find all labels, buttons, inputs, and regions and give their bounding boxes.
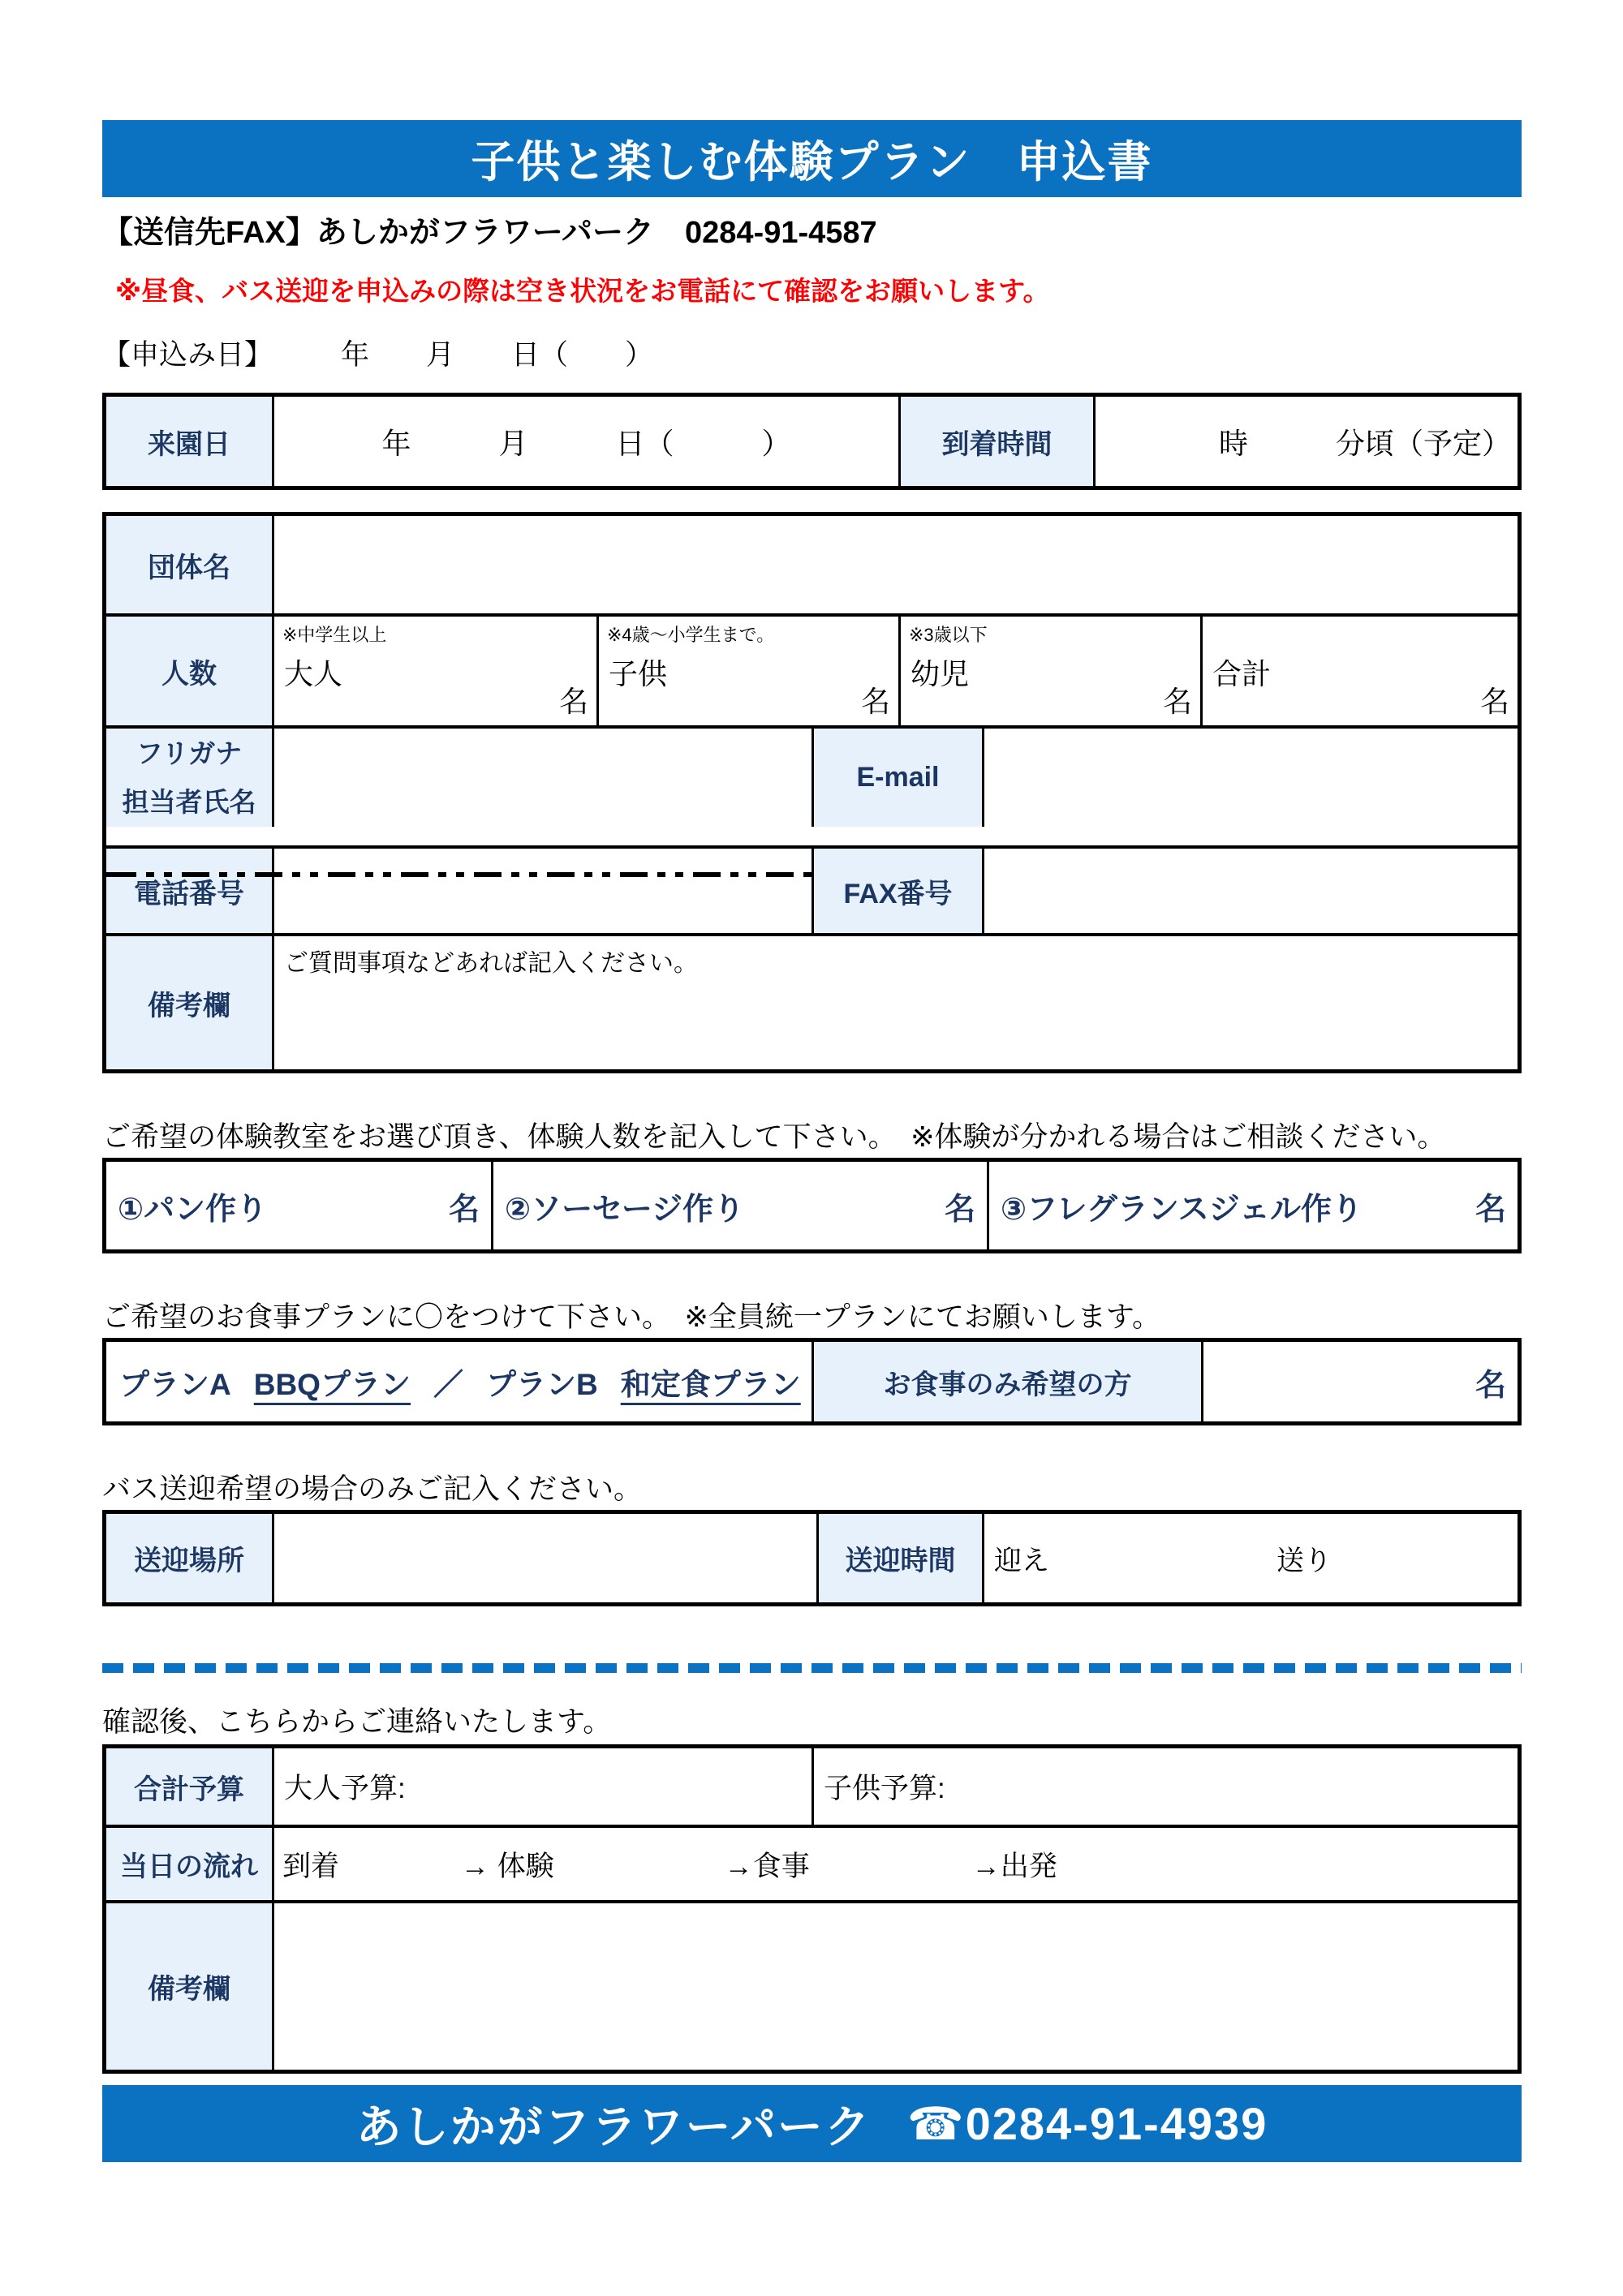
fax-input-cell[interactable]	[982, 849, 1518, 933]
contact-name-input-cell[interactable]	[272, 729, 812, 827]
plan-separator: ／	[433, 1368, 463, 1401]
experience-option-bread[interactable]	[106, 1162, 491, 1249]
plan-a-name[interactable]: BBQプラン	[253, 1368, 411, 1401]
flow-step-arrival: 到着	[282, 1850, 340, 1882]
child-budget-cell[interactable]: 子供予算:	[812, 1748, 1518, 1825]
flow-row	[106, 1825, 1518, 1900]
count-cell-adult[interactable]	[272, 617, 596, 725]
bus-row	[106, 1514, 1518, 1602]
adult-unit: 名	[558, 685, 588, 718]
footer-park-name: あしかがフラワーパーク	[355, 2100, 872, 2152]
total-unit: 名	[1479, 685, 1509, 718]
experience-instruction: ご希望の体験教室をお選び頂き、体験人数を記入して下さい。 ※体験が分かれる場合はご相談ください。	[102, 1121, 1446, 1153]
meal-instruction: ご希望のお食事プランに〇をつけて下さい。 ※全員統一プランにてお願いします。	[102, 1301, 1161, 1333]
meal-only-label-cell: お食事のみ希望の方	[812, 1342, 1201, 1421]
bus-table	[102, 1510, 1522, 1606]
visit-table	[102, 393, 1522, 490]
flow-steps-cell	[272, 1828, 1518, 1900]
experience-row	[106, 1162, 1518, 1249]
bread-unit: 名	[448, 1192, 480, 1227]
remarks-label-cell: 備考欄	[106, 936, 272, 1069]
infant-note: ※3歳以下	[909, 625, 988, 645]
visit-date-label-cell: 来園日	[106, 397, 272, 486]
experience-option-sausage[interactable]	[491, 1162, 987, 1249]
furigana-divider-line	[106, 872, 814, 877]
furigana-label: フリガナ	[136, 737, 243, 768]
fax-label-cell: FAX番号	[812, 849, 982, 933]
bottom-remarks-input-cell[interactable]	[272, 1903, 1518, 2070]
meal-count-input-cell[interactable]	[1201, 1342, 1518, 1421]
visit-date-input-cell[interactable]: 年 月 日（ ）	[272, 397, 898, 486]
footer-bar	[102, 2085, 1522, 2162]
bottom-remarks-row	[106, 1900, 1518, 2070]
bread-label: ①パン作り	[118, 1192, 268, 1227]
group-name-input-cell[interactable]	[272, 516, 1518, 613]
footer-phone: ☎0284-91-4939	[906, 2097, 1268, 2149]
arrival-time-input-cell[interactable]: 時 分頃（予定）	[1093, 397, 1518, 486]
apply-date-input[interactable]: 年 月 日（ ）	[341, 339, 654, 371]
email-label-cell: E-mail	[812, 729, 982, 827]
group-name-row	[106, 516, 1518, 613]
count-cell-child[interactable]	[596, 617, 898, 725]
remarks-input-cell[interactable]	[272, 936, 1518, 1069]
count-cell-total[interactable]	[1200, 617, 1518, 725]
fragrance-gel-unit: 名	[1474, 1192, 1506, 1227]
apply-date-label: 【申込み日】	[102, 339, 273, 371]
infant-label: 幼児	[911, 657, 970, 690]
remarks-row	[106, 933, 1518, 1069]
count-label-cell: 人数	[106, 617, 272, 725]
arrival-time-label-cell: 到着時間	[898, 397, 1093, 486]
flow-step-departure: →出発	[971, 1850, 1057, 1882]
contact-name-row	[106, 725, 1518, 845]
child-unit: 名	[860, 685, 890, 718]
experience-table	[102, 1158, 1522, 1253]
manager-name-label: 担当者氏名	[122, 786, 256, 817]
caution-note: ※昼食、バス送迎を申込みの際は空き状況をお電話にて確認をお願いします。	[115, 276, 1050, 306]
header-bar	[102, 120, 1522, 197]
plan-b-prefix: プランB	[485, 1368, 598, 1401]
dropoff-label: 送り	[1276, 1546, 1332, 1576]
remarks-hint: ご質問事項などあれば記入ください。	[284, 950, 698, 977]
plan-b-name[interactable]: 和定食プラン	[620, 1368, 801, 1401]
pickup-time-input-cell[interactable]	[982, 1514, 1518, 1602]
count-row	[106, 613, 1518, 725]
meal-row	[106, 1342, 1518, 1421]
visit-row	[106, 397, 1518, 486]
pickup-label: 迎え	[994, 1546, 1049, 1576]
contact-name-label-cell	[106, 729, 272, 827]
bottom-remarks-label-cell: 備考欄	[106, 1903, 272, 2070]
phone-label-cell: 電話番号	[106, 849, 272, 933]
adult-budget-cell[interactable]: 大人予算:	[272, 1748, 812, 1825]
adult-note: ※中学生以上	[282, 625, 387, 645]
child-label: 子供	[609, 657, 668, 690]
flow-step-experience: → 体験	[461, 1850, 554, 1882]
budget-row	[106, 1748, 1518, 1825]
infant-unit: 名	[1162, 685, 1192, 718]
adult-label: 大人	[284, 657, 343, 690]
dashed-divider	[102, 1663, 1522, 1673]
flow-step-meal: →食事	[724, 1850, 810, 1882]
total-label: 合計	[1212, 657, 1272, 690]
bus-instruction: バス送迎希望の場合のみご記入ください。	[102, 1473, 643, 1505]
meal-plan-cell	[106, 1342, 812, 1421]
phone-input-cell[interactable]	[272, 849, 812, 933]
flow-label-cell: 当日の流れ	[106, 1828, 272, 1900]
pickup-time-label-cell: 送迎時間	[816, 1514, 982, 1602]
meal-table	[102, 1338, 1522, 1425]
plan-a-prefix: プランA	[119, 1368, 231, 1401]
group-name-label-cell: 団体名	[106, 516, 272, 613]
sausage-label: ②ソーセージ作り	[505, 1192, 745, 1227]
group-table	[102, 512, 1522, 1073]
child-note: ※4歳～小学生まで。	[607, 625, 775, 645]
phone-row	[106, 845, 1518, 933]
budget-label-cell: 合計予算	[106, 1748, 272, 1825]
confirm-note: 確認後、こちらからご連絡いたします。	[102, 1706, 612, 1738]
confirm-table	[102, 1744, 1522, 2074]
fax-destination-line: 【送信先FAX】あしかがフラワーパーク 0284-91-4587	[102, 216, 877, 250]
pickup-place-input-cell[interactable]	[272, 1514, 816, 1602]
email-input-cell[interactable]	[982, 729, 1518, 827]
count-cell-infant[interactable]	[898, 617, 1200, 725]
form-content	[102, 120, 1522, 2162]
fragrance-gel-label: ③フレグランスジェル作り	[1001, 1192, 1363, 1227]
pickup-place-label-cell: 送迎場所	[106, 1514, 272, 1602]
sausage-unit: 名	[944, 1192, 975, 1227]
experience-option-fragrance-gel[interactable]	[987, 1162, 1518, 1249]
meal-unit: 名	[1474, 1368, 1506, 1403]
apply-date-line	[102, 338, 1522, 372]
page-title: 子供と楽しむ体験プラン 申込書	[471, 138, 1153, 187]
